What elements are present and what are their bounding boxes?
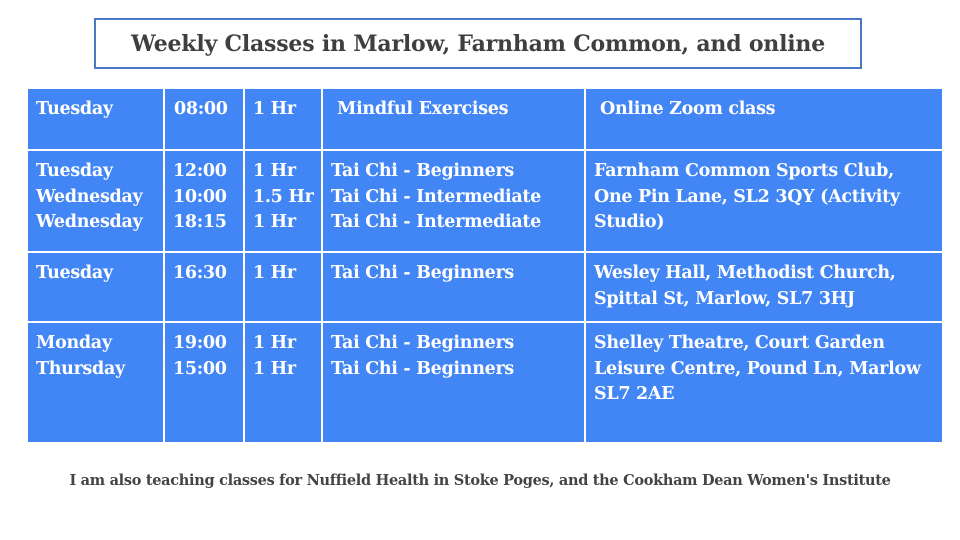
location-cell — [585, 252, 942, 322]
day-text: Wednesday — [36, 212, 143, 232]
class-cell — [322, 89, 585, 150]
class-cell — [322, 322, 585, 442]
class-cell — [322, 150, 585, 252]
duration-cell — [244, 252, 322, 322]
table-row — [28, 322, 942, 442]
day-text: Wednesday — [36, 186, 143, 207]
title-box — [94, 18, 862, 69]
time-text: 12:00 — [173, 161, 227, 181]
location-cell — [585, 89, 942, 150]
class-text: Mindful Exercises — [337, 99, 509, 119]
time-text: 18:15 — [173, 212, 227, 232]
time-text: 19:00 — [173, 333, 227, 353]
class-cell — [322, 252, 585, 322]
table-row — [28, 252, 942, 322]
day-cell — [28, 252, 164, 322]
time-text: 10:00 — [173, 186, 227, 207]
day-text: Thursday — [36, 358, 125, 379]
location-text: Wesley Hall, Methodist Church, Spittal St, Marlow, SL7 3HJ — [594, 263, 896, 309]
time-cell — [164, 89, 244, 150]
duration-cell — [244, 89, 322, 150]
class-text: Tai Chi - Beginners — [331, 161, 514, 181]
location-cell — [585, 150, 942, 252]
class-text: Tai Chi - Beginners — [331, 333, 514, 353]
time-cell — [164, 322, 244, 442]
class-text: Tai Chi - Intermediate — [331, 212, 542, 232]
time-text: 16:30 — [173, 263, 227, 283]
class-text: Tai Chi - Beginners — [331, 263, 514, 283]
day-cell — [28, 322, 164, 442]
location-text: Online Zoom class — [600, 99, 776, 119]
duration-cell — [244, 322, 322, 442]
duration-cell — [244, 150, 322, 252]
footer-note: I am also teaching classes for Nuffield Health in Stoke Poges, and the Cookham Dean Women's Institute — [69, 472, 891, 489]
day-text: Monday — [36, 333, 112, 353]
class-text: Tai Chi - Intermediate — [331, 186, 542, 207]
page-title: Weekly Classes in Marlow, Farnham Common, and online — [130, 30, 826, 57]
day-text: Tuesday — [36, 99, 113, 119]
class-schedule-table — [28, 89, 942, 442]
duration-text: 1 Hr — [253, 212, 296, 232]
duration-text: 1 Hr — [253, 333, 296, 353]
time-cell — [164, 252, 244, 322]
location-cell — [585, 322, 942, 442]
duration-text: 1 Hr — [253, 263, 296, 283]
time-text: 08:00 — [174, 99, 228, 119]
day-text: Tuesday — [36, 161, 113, 181]
day-cell — [28, 150, 164, 252]
time-text: 15:00 — [173, 358, 227, 379]
day-text: Tuesday — [36, 263, 113, 283]
day-cell — [28, 89, 164, 150]
table-row — [28, 89, 942, 150]
location-text: Farnham Common Sports Club, One Pin Lane, SL2 3QY (Activity Studio) — [594, 161, 900, 232]
duration-text: 1 Hr — [253, 161, 296, 181]
location-text: Shelley Theatre, Court Garden Leisure Centre, Pound Ln, Marlow SL7 2AE — [594, 333, 921, 404]
time-cell — [164, 150, 244, 252]
duration-text: 1.5 Hr — [253, 186, 314, 207]
duration-text: 1 Hr — [253, 99, 296, 119]
class-text: Tai Chi - Beginners — [331, 358, 514, 379]
table-row — [28, 150, 942, 252]
duration-text: 1 Hr — [253, 358, 296, 379]
